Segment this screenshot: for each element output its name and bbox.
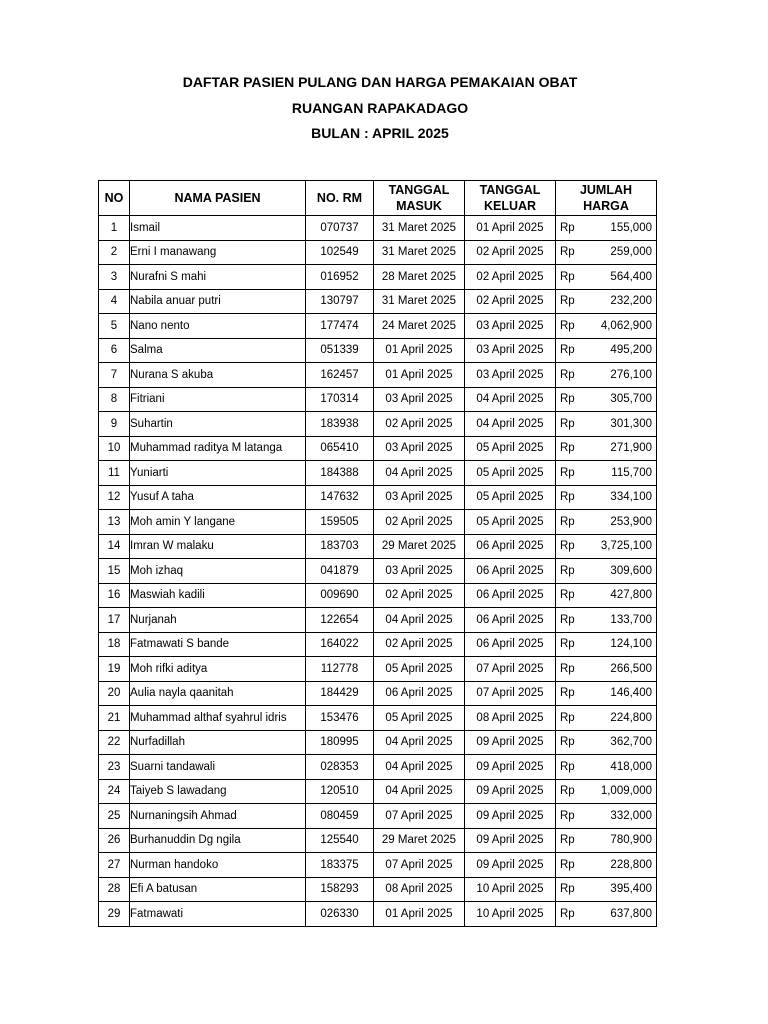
- discharge-date: 03 April 2025: [465, 314, 556, 339]
- table-row: [99, 461, 657, 486]
- currency-label: Rp: [560, 295, 575, 308]
- patient-name: Nurjanah: [130, 608, 306, 633]
- price-amount: 418,000: [610, 760, 652, 773]
- rm-number: 170314: [306, 387, 374, 412]
- patient-name: Imran W malaku: [130, 534, 306, 559]
- price-amount: 124,100: [610, 638, 652, 651]
- discharge-date: 03 April 2025: [465, 338, 556, 363]
- admission-date: 04 April 2025: [374, 755, 465, 780]
- document-title: DAFTAR PASIEN PULANG DAN HARGA PEMAKAIAN OBAT: [182, 74, 578, 90]
- table-row: [99, 240, 657, 265]
- currency-label: Rp: [560, 736, 575, 749]
- patient-name: Nano nento: [130, 314, 306, 339]
- row-number: 6: [99, 338, 130, 363]
- total-price: [556, 730, 657, 755]
- currency-label: Rp: [560, 638, 575, 651]
- table-row: [99, 706, 657, 731]
- table-row: [99, 387, 657, 412]
- admission-date: 01 April 2025: [374, 338, 465, 363]
- rm-number: 159505: [306, 510, 374, 535]
- admission-date: 04 April 2025: [374, 608, 465, 633]
- row-number: 24: [99, 779, 130, 804]
- rm-number: 026330: [306, 902, 374, 927]
- rm-number: 080459: [306, 804, 374, 829]
- price-amount: 276,100: [610, 368, 652, 381]
- discharge-date: 06 April 2025: [465, 559, 556, 584]
- discharge-date: 02 April 2025: [465, 265, 556, 290]
- currency-label: Rp: [560, 270, 575, 283]
- ward-name: RUANGAN RAPAKADAGO: [291, 99, 469, 116]
- price-amount: 427,800: [610, 589, 652, 602]
- patient-name: Nurfadillah: [130, 730, 306, 755]
- price-amount: 253,900: [610, 515, 652, 528]
- row-number: 22: [99, 730, 130, 755]
- admission-date: 31 Maret 2025: [374, 240, 465, 265]
- admission-date: 02 April 2025: [374, 510, 465, 535]
- table-row: [99, 657, 657, 682]
- admission-date: 29 Maret 2025: [374, 534, 465, 559]
- table-row: [99, 804, 657, 829]
- patient-name: Moh izhaq: [130, 559, 306, 584]
- row-number: 20: [99, 681, 130, 706]
- total-price: [556, 583, 657, 608]
- price-amount: 224,800: [610, 711, 652, 724]
- discharge-date: 05 April 2025: [465, 436, 556, 461]
- header-patient-name: NAMA PASIEN: [130, 181, 306, 216]
- rm-number: 158293: [306, 877, 374, 902]
- rm-number: 112778: [306, 657, 374, 682]
- rm-number: 183375: [306, 853, 374, 878]
- row-number: 13: [99, 510, 130, 535]
- patient-name: Burhanuddin Dg ngila: [130, 828, 306, 853]
- total-price: [556, 755, 657, 780]
- patient-name: Nabila anuar putri: [130, 289, 306, 314]
- price-amount: 1,009,000: [600, 785, 652, 798]
- total-price: [556, 363, 657, 388]
- total-price: [556, 436, 657, 461]
- table-row: [99, 755, 657, 780]
- patient-name: Taiyeb S lawadang: [130, 779, 306, 804]
- rm-number: 016952: [306, 265, 374, 290]
- header-rm-number: NO. RM: [306, 181, 374, 216]
- total-price: [556, 216, 657, 241]
- header-admission-date-line2: MASUK: [396, 199, 442, 213]
- admission-date: 02 April 2025: [374, 412, 465, 437]
- table-row: [99, 412, 657, 437]
- currency-label: Rp: [560, 246, 575, 259]
- discharge-date: 04 April 2025: [465, 412, 556, 437]
- admission-date: 02 April 2025: [374, 583, 465, 608]
- rm-number: 009690: [306, 583, 374, 608]
- table-row: [99, 338, 657, 363]
- patient-name: Salma: [130, 338, 306, 363]
- row-number: 21: [99, 706, 130, 731]
- patient-name: Yuniarti: [130, 461, 306, 486]
- rm-number: 184388: [306, 461, 374, 486]
- total-price: [556, 534, 657, 559]
- admission-date: 05 April 2025: [374, 706, 465, 731]
- row-number: 9: [99, 412, 130, 437]
- discharge-date: 09 April 2025: [465, 828, 556, 853]
- currency-label: Rp: [560, 809, 575, 822]
- discharge-date: 06 April 2025: [465, 534, 556, 559]
- patient-name: Fitriani: [130, 387, 306, 412]
- discharge-date: 02 April 2025: [465, 289, 556, 314]
- price-amount: 780,900: [610, 834, 652, 847]
- price-amount: 637,800: [610, 907, 652, 920]
- price-amount: 332,000: [610, 809, 652, 822]
- admission-date: 01 April 2025: [374, 902, 465, 927]
- currency-label: Rp: [560, 368, 575, 381]
- price-amount: 3,725,100: [600, 540, 652, 553]
- discharge-date: 09 April 2025: [465, 804, 556, 829]
- table-row: [99, 436, 657, 461]
- admission-date: 03 April 2025: [374, 485, 465, 510]
- total-price: [556, 510, 657, 535]
- row-number: 7: [99, 363, 130, 388]
- admission-date: 05 April 2025: [374, 657, 465, 682]
- patient-name: Muhammad althaf syahrul idris: [130, 706, 306, 731]
- table-row: [99, 314, 657, 339]
- total-price: [556, 412, 657, 437]
- discharge-date: 05 April 2025: [465, 510, 556, 535]
- row-number: 16: [99, 583, 130, 608]
- rm-number: 180995: [306, 730, 374, 755]
- rm-number: 184429: [306, 681, 374, 706]
- row-number: 10: [99, 436, 130, 461]
- rm-number: 120510: [306, 779, 374, 804]
- total-price: [556, 706, 657, 731]
- currency-label: Rp: [560, 515, 575, 528]
- table-row: [99, 779, 657, 804]
- currency-label: Rp: [560, 785, 575, 798]
- rm-number: 162457: [306, 363, 374, 388]
- row-number: 15: [99, 559, 130, 584]
- admission-date: 03 April 2025: [374, 387, 465, 412]
- discharge-date: 09 April 2025: [465, 779, 556, 804]
- patient-name: Nurman handoko: [130, 853, 306, 878]
- row-number: 8: [99, 387, 130, 412]
- discharge-date: 05 April 2025: [465, 485, 556, 510]
- row-number: 17: [99, 608, 130, 633]
- patient-name: Erni I manawang: [130, 240, 306, 265]
- rm-number: 070737: [306, 216, 374, 241]
- table-row: [99, 681, 657, 706]
- admission-date: 02 April 2025: [374, 632, 465, 657]
- discharge-date: 07 April 2025: [465, 681, 556, 706]
- currency-label: Rp: [560, 662, 575, 675]
- row-number: 23: [99, 755, 130, 780]
- header-no: NO: [99, 181, 130, 216]
- total-price: [556, 559, 657, 584]
- table-row: [99, 877, 657, 902]
- header-discharge-date: [465, 181, 556, 216]
- admission-date: 24 Maret 2025: [374, 314, 465, 339]
- admission-date: 31 Maret 2025: [374, 216, 465, 241]
- currency-label: Rp: [560, 491, 575, 504]
- discharge-date: 10 April 2025: [465, 902, 556, 927]
- patient-name: Fatmawati: [130, 902, 306, 927]
- total-price: [556, 485, 657, 510]
- row-number: 27: [99, 853, 130, 878]
- total-price: [556, 608, 657, 633]
- rm-number: 183938: [306, 412, 374, 437]
- rm-number: 125540: [306, 828, 374, 853]
- currency-label: Rp: [560, 319, 575, 332]
- patient-name: Ismail: [130, 216, 306, 241]
- discharge-date: 04 April 2025: [465, 387, 556, 412]
- header-admission-date-line1: TANGGAL: [388, 183, 450, 197]
- price-amount: 115,700: [611, 466, 652, 479]
- price-amount: 334,100: [610, 491, 652, 504]
- discharge-date: 08 April 2025: [465, 706, 556, 731]
- currency-label: Rp: [560, 858, 575, 871]
- table-row: [99, 902, 657, 927]
- row-number: 11: [99, 461, 130, 486]
- total-price: [556, 265, 657, 290]
- discharge-date: 02 April 2025: [465, 240, 556, 265]
- price-amount: 301,300: [610, 417, 652, 430]
- price-amount: 259,000: [610, 246, 652, 259]
- patient-name: Nurafni S mahi: [130, 265, 306, 290]
- currency-label: Rp: [560, 687, 575, 700]
- row-number: 1: [99, 216, 130, 241]
- currency-label: Rp: [560, 466, 575, 479]
- row-number: 28: [99, 877, 130, 902]
- price-amount: 4,062,900: [600, 319, 652, 332]
- row-number: 29: [99, 902, 130, 927]
- rm-number: 164022: [306, 632, 374, 657]
- row-number: 26: [99, 828, 130, 853]
- total-price: [556, 657, 657, 682]
- admission-date: 31 Maret 2025: [374, 289, 465, 314]
- row-number: 5: [99, 314, 130, 339]
- total-price: [556, 779, 657, 804]
- table-row: [99, 485, 657, 510]
- price-amount: 305,700: [610, 393, 652, 406]
- total-price: [556, 314, 657, 339]
- price-amount: 232,200: [610, 295, 652, 308]
- patient-name: Maswiah kadili: [130, 583, 306, 608]
- admission-date: 07 April 2025: [374, 853, 465, 878]
- table-row: [99, 583, 657, 608]
- currency-label: Rp: [560, 221, 575, 234]
- currency-label: Rp: [560, 613, 575, 626]
- discharge-date: 06 April 2025: [465, 632, 556, 657]
- patient-name: Nurana S akuba: [130, 363, 306, 388]
- header-admission-date: [374, 181, 465, 216]
- total-price: [556, 853, 657, 878]
- row-number: 12: [99, 485, 130, 510]
- currency-label: Rp: [560, 907, 575, 920]
- table-row: [99, 559, 657, 584]
- currency-label: Rp: [560, 442, 575, 455]
- discharge-date: 07 April 2025: [465, 657, 556, 682]
- row-number: 25: [99, 804, 130, 829]
- total-price: [556, 681, 657, 706]
- admission-date: 29 Maret 2025: [374, 828, 465, 853]
- currency-label: Rp: [560, 834, 575, 847]
- admission-date: 03 April 2025: [374, 436, 465, 461]
- rm-number: 065410: [306, 436, 374, 461]
- table-row: [99, 608, 657, 633]
- table-row: [99, 534, 657, 559]
- discharge-date: 09 April 2025: [465, 853, 556, 878]
- patient-name: Nurnaningsih Ahmad: [130, 804, 306, 829]
- admission-date: 04 April 2025: [374, 730, 465, 755]
- price-amount: 564,400: [610, 270, 652, 283]
- currency-label: Rp: [560, 760, 575, 773]
- patient-name: Aulia nayla qaanitah: [130, 681, 306, 706]
- admission-date: 04 April 2025: [374, 461, 465, 486]
- row-number: 4: [99, 289, 130, 314]
- admission-date: 06 April 2025: [374, 681, 465, 706]
- total-price: [556, 632, 657, 657]
- row-number: 19: [99, 657, 130, 682]
- patient-name: Yusuf A taha: [130, 485, 306, 510]
- currency-label: Rp: [560, 711, 575, 724]
- table-row: [99, 632, 657, 657]
- admission-date: 07 April 2025: [374, 804, 465, 829]
- discharge-date: 06 April 2025: [465, 583, 556, 608]
- discharge-date: 03 April 2025: [465, 363, 556, 388]
- total-price: [556, 240, 657, 265]
- header-discharge-date-line1: TANGGAL: [479, 183, 541, 197]
- price-amount: 495,200: [610, 344, 652, 357]
- total-price: [556, 338, 657, 363]
- table-row: [99, 216, 657, 241]
- admission-date: 04 April 2025: [374, 779, 465, 804]
- price-amount: 146,400: [610, 687, 652, 700]
- currency-label: Rp: [560, 883, 575, 896]
- table-row: [99, 289, 657, 314]
- header-total-price: JUMLAH HARGA: [556, 181, 657, 216]
- table-row: [99, 828, 657, 853]
- discharge-date: 01 April 2025: [465, 216, 556, 241]
- table-row: [99, 730, 657, 755]
- patient-name: Moh amin Y langane: [130, 510, 306, 535]
- total-price: [556, 877, 657, 902]
- currency-label: Rp: [560, 393, 575, 406]
- admission-date: 03 April 2025: [374, 559, 465, 584]
- admission-date: 01 April 2025: [374, 363, 465, 388]
- patient-name: Efi A batusan: [130, 877, 306, 902]
- rm-number: 041879: [306, 559, 374, 584]
- rm-number: 130797: [306, 289, 374, 314]
- report-period: BULAN : APRIL 2025: [311, 125, 449, 141]
- table-row: [99, 510, 657, 535]
- rm-number: 153476: [306, 706, 374, 731]
- header-discharge-date-line2: KELUAR: [483, 199, 537, 213]
- price-amount: 271,900: [610, 442, 652, 455]
- admission-date: 28 Maret 2025: [374, 265, 465, 290]
- total-price: [556, 828, 657, 853]
- patient-name: Suarni tandawali: [130, 755, 306, 780]
- price-amount: 266,500: [610, 662, 652, 675]
- document-header: [0, 72, 760, 149]
- rm-number: 028353: [306, 755, 374, 780]
- currency-label: Rp: [560, 540, 575, 553]
- rm-number: 183703: [306, 534, 374, 559]
- currency-label: Rp: [560, 589, 575, 602]
- table-row: [99, 853, 657, 878]
- rm-number: 122654: [306, 608, 374, 633]
- discharge-date: 09 April 2025: [465, 730, 556, 755]
- table-row: [99, 265, 657, 290]
- table-row: [99, 363, 657, 388]
- discharge-date: 05 April 2025: [465, 461, 556, 486]
- total-price: [556, 902, 657, 927]
- currency-label: Rp: [560, 564, 575, 577]
- row-number: 2: [99, 240, 130, 265]
- patient-name: Muhammad raditya M latanga: [130, 436, 306, 461]
- total-price: [556, 289, 657, 314]
- rm-number: 177474: [306, 314, 374, 339]
- discharge-date: 09 April 2025: [465, 755, 556, 780]
- admission-date: 08 April 2025: [374, 877, 465, 902]
- patient-name: Suhartin: [130, 412, 306, 437]
- table-header-row: [99, 181, 657, 216]
- price-amount: 309,600: [610, 564, 652, 577]
- price-amount: 228,800: [610, 858, 652, 871]
- row-number: 18: [99, 632, 130, 657]
- patient-table: [98, 180, 657, 927]
- currency-label: Rp: [560, 344, 575, 357]
- price-amount: 395,400: [610, 883, 652, 896]
- total-price: [556, 461, 657, 486]
- row-number: 3: [99, 265, 130, 290]
- price-amount: 362,700: [610, 736, 652, 749]
- total-price: [556, 804, 657, 829]
- currency-label: Rp: [560, 417, 575, 430]
- discharge-date: 06 April 2025: [465, 608, 556, 633]
- patient-name: Moh rifki aditya: [130, 657, 306, 682]
- rm-number: 147632: [306, 485, 374, 510]
- total-price: [556, 387, 657, 412]
- price-amount: 133,700: [610, 613, 652, 626]
- price-amount: 155,000: [610, 221, 652, 234]
- discharge-date: 10 April 2025: [465, 877, 556, 902]
- rm-number: 051339: [306, 338, 374, 363]
- row-number: 14: [99, 534, 130, 559]
- patient-name: Fatmawati S bande: [130, 632, 306, 657]
- rm-number: 102549: [306, 240, 374, 265]
